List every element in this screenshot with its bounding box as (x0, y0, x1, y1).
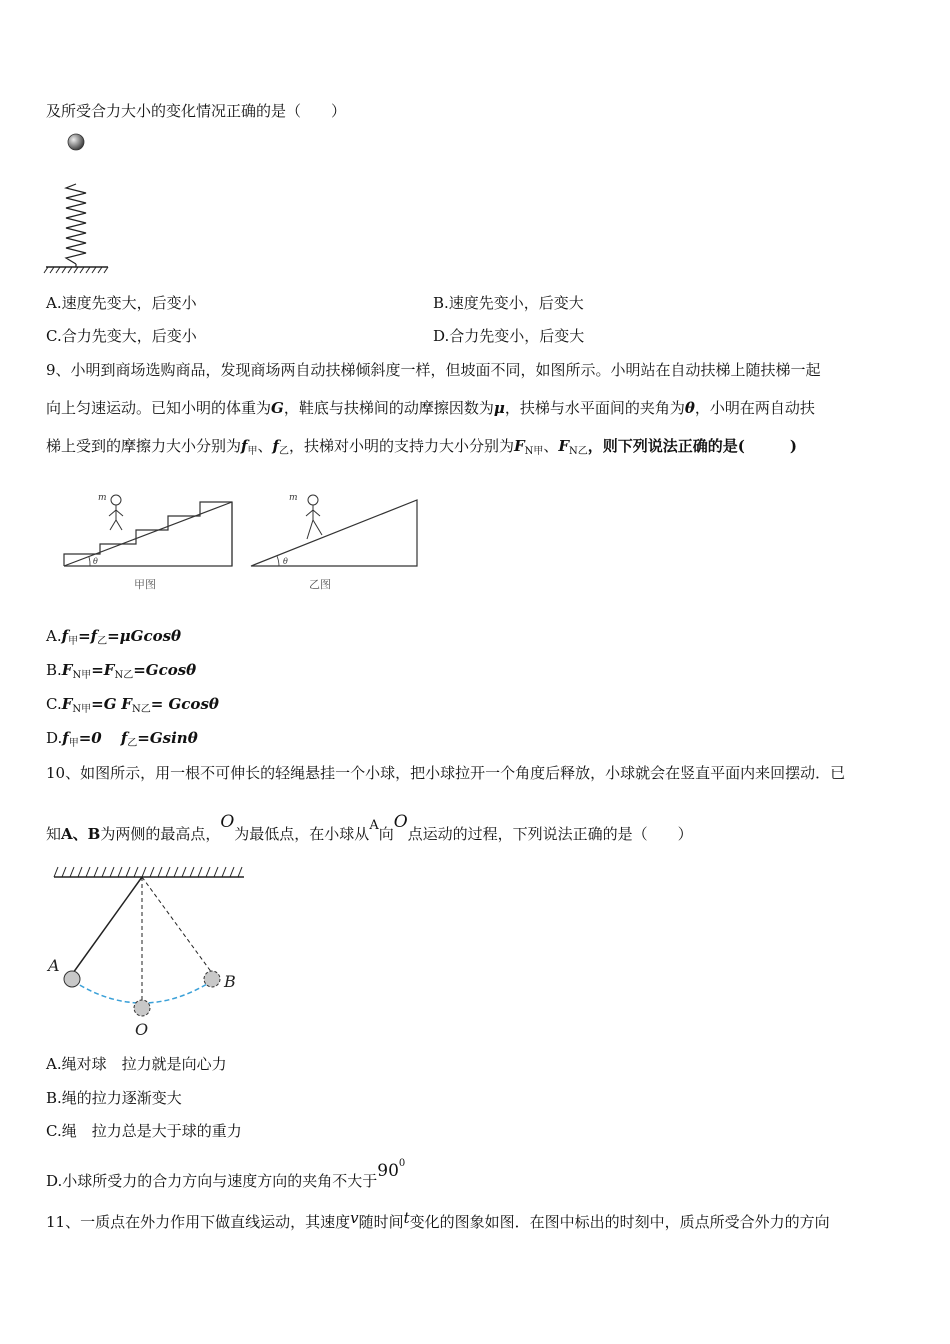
q11-line-1: 11、一质点在外力作用下做直线运动，其速度v随时间t变化的图象如图．在图中标出的时刻中，质点所受合外力的方向 (46, 1209, 830, 1231)
q8-option-a[interactable]: A.速度先变大，后变小 (46, 294, 197, 312)
svg-text:B: B (224, 972, 236, 991)
q9-line-2: 向上匀速运动。已知小明的体重为G，鞋底与扶梯间的动摩擦因数为μ，扶梯与水平面间的夹角为θ，小明在两自动扶 (46, 399, 815, 417)
intro-line: 及所受合力大小的变化情况正确的是（ ） (46, 102, 347, 120)
q10-option-c[interactable]: C.绳 拉力总是大于球的重力 (46, 1122, 242, 1140)
svg-text:m: m (98, 493, 107, 503)
ball-icon (68, 134, 84, 150)
q10-option-a[interactable]: A.绳对球 拉力就是向心力 (46, 1055, 227, 1073)
svg-text:A: A (48, 956, 60, 975)
spring-coil (66, 184, 86, 264)
q8-option-c[interactable]: C.合力先变大，后变小 (46, 327, 197, 345)
svg-text:甲图: 甲图 (134, 578, 156, 591)
q10-option-b[interactable]: B.绳的拉力逐渐变大 (46, 1089, 182, 1107)
q8-option-b[interactable]: B.速度先变小，后变大 (433, 294, 584, 312)
q9-option-b[interactable]: $B.F_{N甲}=F_{N乙}=Gcos\theta$ (46, 661, 197, 681)
q9-option-c[interactable]: $C.F_{N甲}=G$ $F_{N乙}= Gcos\theta$ (46, 695, 219, 715)
svg-text:m: m (289, 493, 298, 503)
q9-line-3: 梯上受到的摩擦力大小分别为$f_甲$、$f_乙$，扶梯对小明的支持力大小分别为$F_{N甲}$、$F_{N乙}$，则下列说法正确的是( ) (46, 437, 797, 457)
svg-text:乙图: 乙图 (309, 578, 331, 591)
spring-figure (40, 128, 120, 278)
svg-text:O: O (135, 1020, 149, 1039)
q10-option-d[interactable]: D.小球所受力的合力方向与速度方向的夹角不大于$90^0$ (46, 1158, 406, 1190)
q10-line-1: 10、如图所示，用一根不可伸长的轻绳悬挂一个小球，把小球拉开一个角度后释放，小球就会在竖直平面内来回摆动．已 (46, 764, 846, 782)
escalator-figure-jia (60, 488, 240, 593)
q10-line-2: 知A、B为两侧的最高点，O为最低点，在小球从A向O点运动的过程，下列说法正确的是（ ） (46, 812, 693, 843)
q9-option-a[interactable]: $A.f_甲=f_乙=\mu Gcos\theta$ (46, 627, 182, 647)
q8-option-d[interactable]: D.合力先变小，后变大 (433, 327, 585, 345)
svg-text:θ: θ (283, 557, 288, 566)
q9-line-1: 9、小明到商场选购商品，发现商场两自动扶梯倾斜度一样，但坡面不同，如图所示。小明站在自动扶梯上随扶梯一起 (46, 361, 821, 379)
q9-option-d[interactable]: $D.f_甲=0$ $f_乙=Gsin\theta$ (46, 729, 198, 749)
svg-text:θ: θ (93, 557, 98, 566)
pendulum-figure (40, 865, 260, 1045)
escalator-figure-yi (245, 488, 425, 593)
